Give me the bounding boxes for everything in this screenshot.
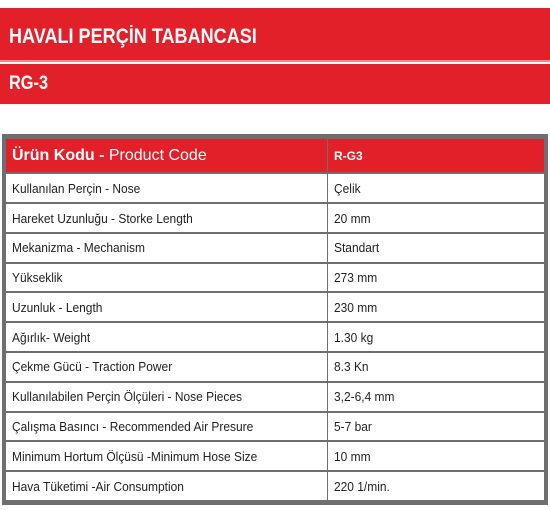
spec-label-text: Ağırlık- Weight [12, 329, 91, 345]
product-code-value: R-G3 [328, 139, 544, 172]
spec-label-text: Uzunluk - Length [12, 299, 103, 315]
spec-label-text: Minimum Hortum Ölçüsü -Minimum Hose Size [12, 448, 258, 464]
spec-label-text: Çalışma Basıncı - Recommended Air Presure [12, 418, 254, 434]
table-row [6, 264, 544, 292]
spec-value-text: 273 mm [334, 270, 378, 286]
spec-label-text: Yükseklik [12, 270, 63, 286]
table-row [6, 383, 544, 411]
spec-value [328, 204, 544, 232]
spec-value-text: 5-7 bar [334, 418, 372, 434]
spec-value-text: Çelik [334, 180, 361, 196]
product-code-label-tr: Ürün Kodu - [12, 146, 109, 164]
spec-value [328, 353, 544, 381]
spec-label [6, 264, 327, 292]
table-row [6, 442, 544, 470]
spec-value-text: 3,2-6,4 mm [334, 389, 395, 405]
spec-label [6, 234, 327, 262]
table-row [6, 413, 544, 441]
table-row [6, 323, 544, 351]
table-row [6, 234, 544, 262]
model-banner [0, 64, 550, 104]
table-header-row [6, 139, 544, 172]
table-row [6, 204, 544, 232]
spec-value [328, 442, 544, 470]
spec-value [328, 323, 544, 351]
spec-value [328, 472, 544, 500]
spec-value [328, 174, 544, 202]
spec-label [6, 413, 327, 441]
table-row [6, 353, 544, 381]
spec-label [6, 293, 327, 321]
spec-label-text: Çekme Gücü - Traction Power [12, 359, 173, 375]
model-code: RG-3 [9, 73, 49, 94]
product-code-label-en: Product Code [108, 146, 207, 164]
table-row [6, 472, 544, 500]
spec-value [328, 293, 544, 321]
spec-value [328, 234, 544, 262]
spec-label-text: Kullanılabilen Perçin Ölçüleri - Nose Pieces [12, 389, 243, 405]
page-title: HAVALI PERÇİN TABANCASI [9, 25, 257, 48]
spec-value-text: 220 1/min. [334, 478, 390, 494]
spec-value [328, 264, 544, 292]
spec-label [6, 383, 327, 411]
spec-value [328, 413, 544, 441]
spec-label-text: Mekanizma - Mechanism [12, 240, 145, 256]
spec-label [6, 174, 327, 202]
spec-label [6, 323, 327, 351]
spec-value-text: Standart [334, 240, 380, 256]
spec-value-text: 230 mm [334, 299, 378, 315]
spec-label-text: Kullanılan Perçin - Nose [12, 180, 141, 196]
spec-label [6, 442, 327, 470]
spec-value-text: 20 mm [334, 210, 371, 226]
spec-label [6, 353, 327, 381]
title-banner [0, 8, 550, 62]
spec-value-text: 8.3 Kn [334, 359, 369, 375]
spec-label [6, 204, 327, 232]
table-row [6, 174, 544, 202]
spec-label [6, 472, 327, 500]
spec-label-text: Hareket Uzunluğu - Storke Length [12, 210, 193, 226]
spec-value-text: 10 mm [334, 448, 371, 464]
spec-label-text: Hava Tüketimi -Air Consumption [12, 478, 184, 494]
table-row [6, 293, 544, 321]
spec-table-grid [5, 137, 545, 502]
spec-value-text: 1.30 kg [334, 329, 374, 345]
spec-value [328, 383, 544, 411]
product-code-label [6, 139, 327, 172]
spec-table [2, 134, 548, 505]
